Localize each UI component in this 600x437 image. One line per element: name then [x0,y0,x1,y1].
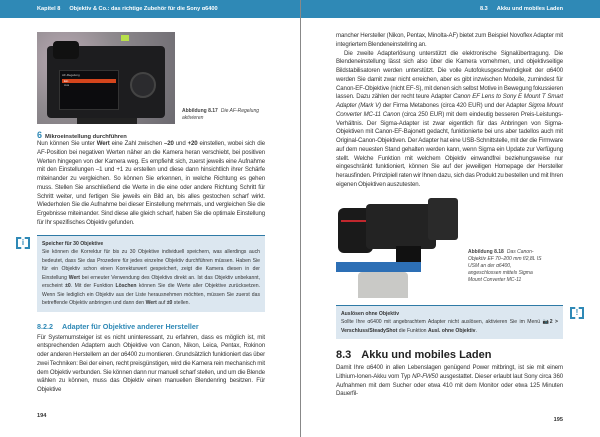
figure-8-17 [37,32,265,124]
section-title: Akku und mobiles Laden [361,349,492,361]
text-run: . Mit der Funktion [70,283,116,289]
text-run: Wert [68,274,80,281]
paragraph [336,364,563,399]
paragraph [37,140,265,228]
text-run: bei erneuter Verwendung des Objektivs direkt an. Ist das Objektiv unbekannt, erscheint [42,274,260,289]
text-run: auf [156,300,167,306]
text-run: einstellen, wobei sich die AF-Position bei negativen Werten näher an die Kamera heran verschiebt, bei positiven Werten hingegen von der Kamera weg. Es empfiehlt sich, zuerst jeweils eine Aufnahme mit den Einstellungen –1 und +1 zu erstellen und diese dann hinsichtlich ihrer Schärfe miteinander zu vergleichen. So können Sie erkennen, in welche Richtung es gehen muss. Stellen Sie anschließend die Werte in die eine oder andere Richtung Schritt für Schritt weiter, und fertigen Sie jeweils ein Bild an, bis alles gestochen scharf wirkt. Wiederholen Sie die Aufnahme bei dieser Einstellung mehrmals, und vergleichen Sie die Ergebnisse miteinander. Sind diese alle gleich scharf, haben Sie die optimale Einstellung für Ihr spezifisches Objektiv gefunden. [37,140,265,226]
text-run: +20 [187,140,198,147]
text-run: –20 [164,140,174,147]
info-box-text [42,248,260,308]
screen-menu-title: AF-Regelung [62,73,80,77]
left-page-content [0,32,300,419]
text-run: Wert [145,300,157,306]
text-run: . [475,327,477,334]
text-run: Sigma Mount Converter MC-11 Canon [336,102,563,118]
text-run: Löschen [115,283,137,289]
page-number: 194 [37,412,47,419]
text-run: Ausl. ohne Objektiv [427,327,476,334]
text-run: 📷2 > Verschluss/SteadyShot [341,319,558,334]
section-title: Adapter für Objektive anderer Hersteller [62,321,199,331]
text-run: Wert [96,140,110,147]
step-number: 6 [37,130,43,140]
text-run: die Funktion [397,327,428,334]
figure-label: Abbildung 8.17 [182,108,218,114]
text-run: der Firma Metabones (circa 420 EUR) und der Adapter [380,102,529,109]
section-heading [37,322,265,331]
text-run: mancher Hersteller (Nikon, Pentax, Minolta-AF) bietet zum Beispiel Novoflex Adapter mit integriertem Blendeneinstellring an. [336,32,563,48]
info-box-wrapper [21,235,265,312]
text-run: Nun können Sie unter [37,140,97,147]
screen-menu-item: Ein [62,79,116,83]
text-run: Für Systemumsteiger ist es nicht uninteressant, zu erfahren, dass es möglich ist, mit entsprechenden Adaptern auch Objektive von Canon, Nikon, Leica, Pentax, Rokinon oder anderen Herstellern an der α6400 zu montieren. Grundsätzlich funktioniert das über zwei Techniken: Bei der einen, recht preisgünstigen, wird die Kamera rein mechanisch mit dem Objektiv verbunden. Sie können dann nur manuell scharf stellen, und um die Blende wählen zu können, muss das Objektiv einen manuellen Blendenring besitzen. Für Objektive [37,333,265,393]
section-text [37,334,265,395]
text-run: stellen. [172,300,190,306]
text-run: Die zweite Adapterlösung unterstützt die elektronische Signalübertragung. Die Blendeneinstellung lässt sich also über die Kamera vornehmen, und objektivseitige Bildstabilisatoren werden unterstützt. Die volle Autofokusgeschwindigkeit der α6400 werden Sie damit zwar nicht erreichen, aber es gibt inzwischen Modelle, zumindest für Canon-EF-Objektive (nicht EF-S), mit denen sich selbst Motive in Bewegung fokussieren lassen. Dazu zählen der recht teure Adapter [336,49,563,101]
text-run: ±0 [166,300,173,306]
step-heading [37,130,265,140]
running-header [0,0,300,18]
text-run: Sie können die Korrektur für bis zu 30 Objektive individuell speichern, was allerdings auch bedeutet, dass Sie das Prozedere für jedes einzelne Objektiv durchführen müssen. Haben Sie für ein Objektiv schon einen Korrekturwert gespeichert, zeigt die Kamera diesen in der Einstellung [42,249,260,281]
running-header [301,0,600,18]
paragraph [336,32,563,50]
step-title: Mikroeinstellung durchführen [45,134,127,140]
page-number: 195 [553,417,563,423]
text-run: (circa 250 EUR) mit dem eindeutig besseren Preis-Leistungs-Verhältnis. Der Sigma-Adapter ist zwar eigentlich für das Anbringen von Sigma-Objektiven mit Canon-EF-Bajonett gedacht, funktionierte bei uns aber tadellos auch mit Original-Canon-Objektiven. Der Adapter hat eine USB-Schnittstelle, mit der die Firmware auf dem neuesten Stand gehalten werden kann, wenn Sigma ein Update zur Verfügung stellt. Welche Funktion mit welchem Objektiv einwandfrei beziehungsweise nur eingeschränkt funktioniert, können Sie auf der jeweiligen Homepage der Hersteller herausfinden. Prinzipiell raten wir Ihnen dazu, sich das Produkt zu bestellen und mit Ihren eigenen Objektiven auszutesten. [336,110,563,188]
screen-menu-item: Aus [64,83,70,87]
figure-caption [182,108,265,124]
section-text [336,364,563,399]
paragraph [37,334,265,395]
text-run: eine Zahl zwischen [109,140,165,147]
warning-box [336,305,563,340]
figure-label: Abbildung 8.18 [468,248,504,255]
text-run: und [173,140,188,147]
figure-caption [468,249,546,286]
text-run: Sollte Ihre α6400 mit angebrachtem Adapter nicht auslösen, aktivieren Sie im Menü [341,319,543,325]
text-run: ausgestattet. Dieser erlaubt laut Sony circa 360 Aufnahmen mit dem Sucher oder etwa 410 mit dem Monitor oder etwa 125 Minuten Dauerfil- [336,372,563,398]
text-run: können Sie die Werte aller Objektive zurücksetzen. Wenn Sie lediglich ein Objektiv aus der Liste herausnehmen möchten, müssen Sie zuerst das betreffende Objektiv anbringen und dann den [42,283,260,306]
text-run: ±0 [65,283,71,289]
section-number: 8.2.2 [37,321,53,331]
body-text [336,32,563,190]
warning-box-wrapper [336,305,579,340]
warning-icon: ! [570,307,584,319]
warning-box-title: Auslösen ohne Objektiv [341,310,400,317]
camera-back-photo [37,32,175,124]
lens-adapter-photo [336,196,461,298]
text-run: Damit Ihre α6400 in allen Lebenslagen genügend Power mitbringt, ist sie mit einem Lithium-Ionen-Akku vom Typ [336,364,563,380]
right-page-content [301,32,600,423]
info-box-title: Speicher für 30 Objektive [42,240,104,247]
info-icon: i [16,237,30,249]
text-run: NP-FW50 [412,372,438,380]
header-section-number: 8.3 [480,6,488,12]
warning-box-text [341,318,558,335]
section-heading [336,349,563,361]
chapter-label: Kapitel 8 [37,6,61,12]
paragraph [336,50,563,190]
step-text [37,140,265,228]
right-page [300,0,600,437]
chapter-title: Objektiv & Co.: das richtige Zubehör für die Sony α6400 [69,6,218,12]
header-section-title: Akku und mobiles Laden [496,6,563,12]
figure-8-18 [336,196,563,298]
text-run: Canon EF Lens to Sony E Mount T Smart Adapter (Mark V) [336,93,563,109]
section-number: 8.3 [336,349,352,361]
figure-caption-text: Das Canon-Objektiv EF 70–200 mm f/2,8L IS USM an der α6400, angeschlossen mittels Sigma Mount Converter MC-11 [468,248,542,283]
camera-screen [59,70,119,110]
figure-caption-text: Die AF-Regelung aktivieren [182,108,260,121]
info-box [37,235,265,312]
